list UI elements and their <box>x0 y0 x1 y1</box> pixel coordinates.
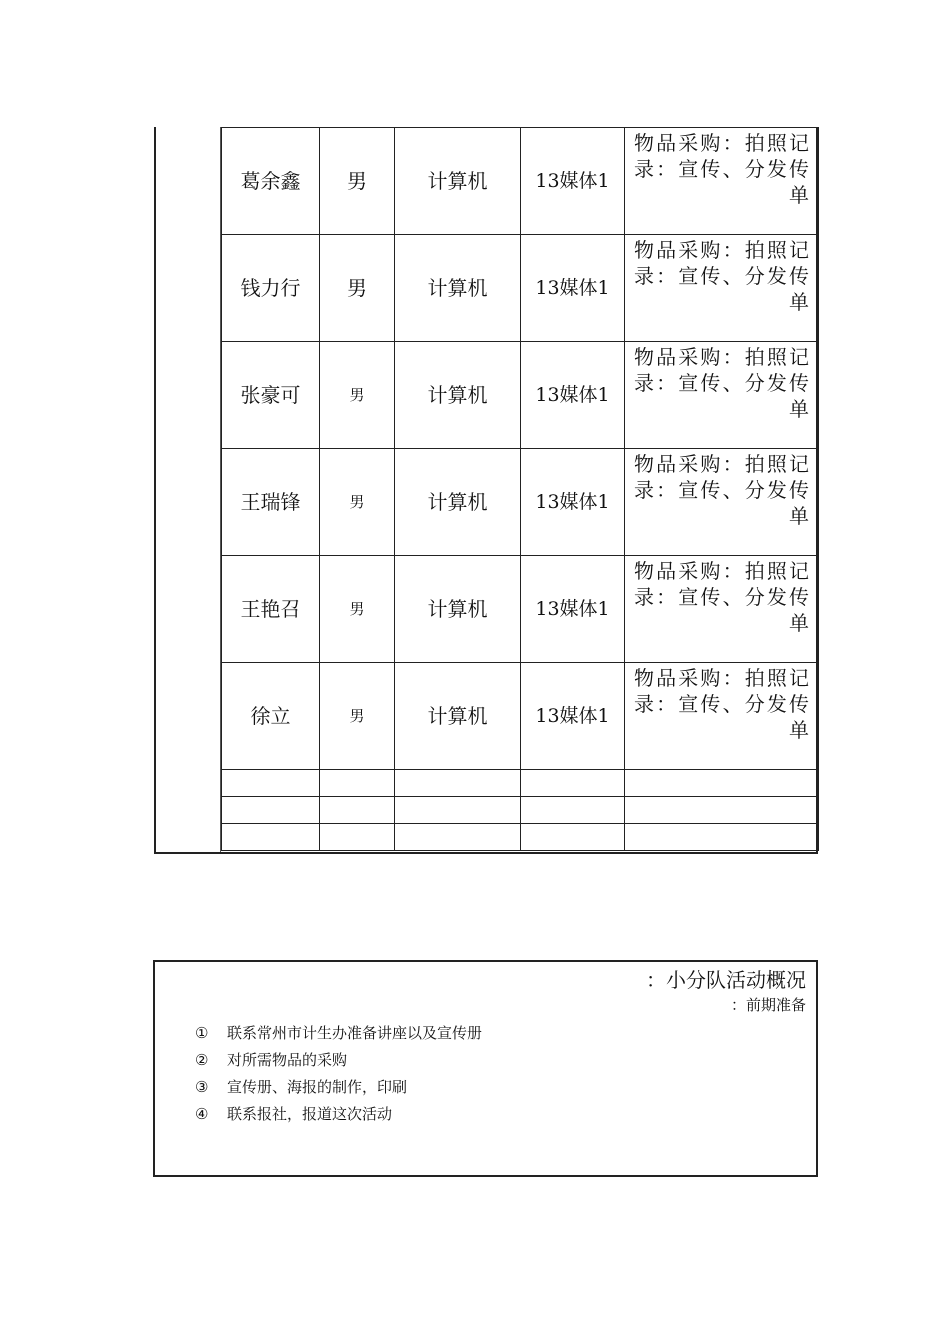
member-gender: 男 <box>320 556 395 663</box>
member-row <box>222 235 819 342</box>
activity-overview-box <box>153 960 818 1177</box>
item-number: ④ <box>195 1105 209 1123</box>
member-row <box>222 556 819 663</box>
member-gender: 男 <box>320 663 395 770</box>
member-gender: 男 <box>320 128 395 235</box>
preparation-list <box>195 1020 482 1128</box>
member-name: 钱力行 <box>222 235 320 342</box>
empty-cell <box>625 770 819 797</box>
member-major: 计算机 <box>395 342 521 449</box>
member-role: 物品采购：拍照记录：宣传、分发传单 <box>625 128 819 235</box>
empty-cell <box>625 824 819 851</box>
member-roster-table <box>154 127 818 854</box>
merged-label-column <box>156 127 221 852</box>
member-row <box>222 449 819 556</box>
member-major: 计算机 <box>395 128 521 235</box>
member-major: 计算机 <box>395 663 521 770</box>
member-row <box>222 663 819 770</box>
member-major: 计算机 <box>395 556 521 663</box>
item-text: 对所需物品的采购 <box>227 1051 348 1069</box>
member-name: 徐立 <box>222 663 320 770</box>
item-text: 联系报社，报道这次活动 <box>227 1105 393 1123</box>
member-role: 物品采购：拍照记录：宣传、分发传单 <box>625 449 819 556</box>
empty-cell <box>320 770 395 797</box>
member-row <box>222 128 819 235</box>
empty-cell <box>222 770 320 797</box>
member-gender: 男 <box>320 449 395 556</box>
list-item <box>195 1047 482 1074</box>
empty-cell <box>625 797 819 824</box>
member-class: 13媒体1 <box>521 128 625 235</box>
activity-title: ：小分队活动概况 <box>646 968 806 992</box>
item-number: ① <box>195 1024 209 1042</box>
empty-cell <box>395 770 521 797</box>
member-role: 物品采购：拍照记录：宣传、分发传单 <box>625 342 819 449</box>
member-role: 物品采购：拍照记录：宣传、分发传单 <box>625 556 819 663</box>
empty-cell <box>521 770 625 797</box>
member-row <box>222 342 819 449</box>
empty-cell <box>320 797 395 824</box>
empty-cell <box>521 797 625 824</box>
empty-row <box>222 824 819 851</box>
empty-cell <box>222 797 320 824</box>
member-class: 13媒体1 <box>521 235 625 342</box>
member-table <box>221 127 819 851</box>
empty-cell <box>395 797 521 824</box>
member-class: 13媒体1 <box>521 663 625 770</box>
list-item <box>195 1101 482 1128</box>
empty-cell <box>521 824 625 851</box>
empty-cell <box>222 824 320 851</box>
member-role: 物品采购：拍照记录：宣传、分发传单 <box>625 663 819 770</box>
member-name: 葛余鑫 <box>222 128 320 235</box>
item-text: 宣传册、海报的制作，印刷 <box>227 1078 408 1096</box>
member-class: 13媒体1 <box>521 342 625 449</box>
empty-cell <box>395 824 521 851</box>
empty-cell <box>320 824 395 851</box>
list-item <box>195 1074 482 1101</box>
member-role: 物品采购：拍照记录：宣传、分发传单 <box>625 235 819 342</box>
empty-row <box>222 797 819 824</box>
member-major: 计算机 <box>395 235 521 342</box>
member-major: 计算机 <box>395 449 521 556</box>
member-name: 王艳召 <box>222 556 320 663</box>
member-gender: 男 <box>320 342 395 449</box>
item-text: 联系常州市计生办准备讲座以及宣传册 <box>227 1024 483 1042</box>
item-number: ③ <box>195 1078 209 1096</box>
member-gender: 男 <box>320 235 395 342</box>
member-name: 张豪可 <box>222 342 320 449</box>
member-class: 13媒体1 <box>521 556 625 663</box>
empty-row <box>222 770 819 797</box>
activity-subtitle: ：前期准备 <box>730 996 806 1014</box>
member-name: 王瑞锋 <box>222 449 320 556</box>
item-number: ② <box>195 1051 209 1069</box>
member-class: 13媒体1 <box>521 449 625 556</box>
list-item <box>195 1020 482 1047</box>
